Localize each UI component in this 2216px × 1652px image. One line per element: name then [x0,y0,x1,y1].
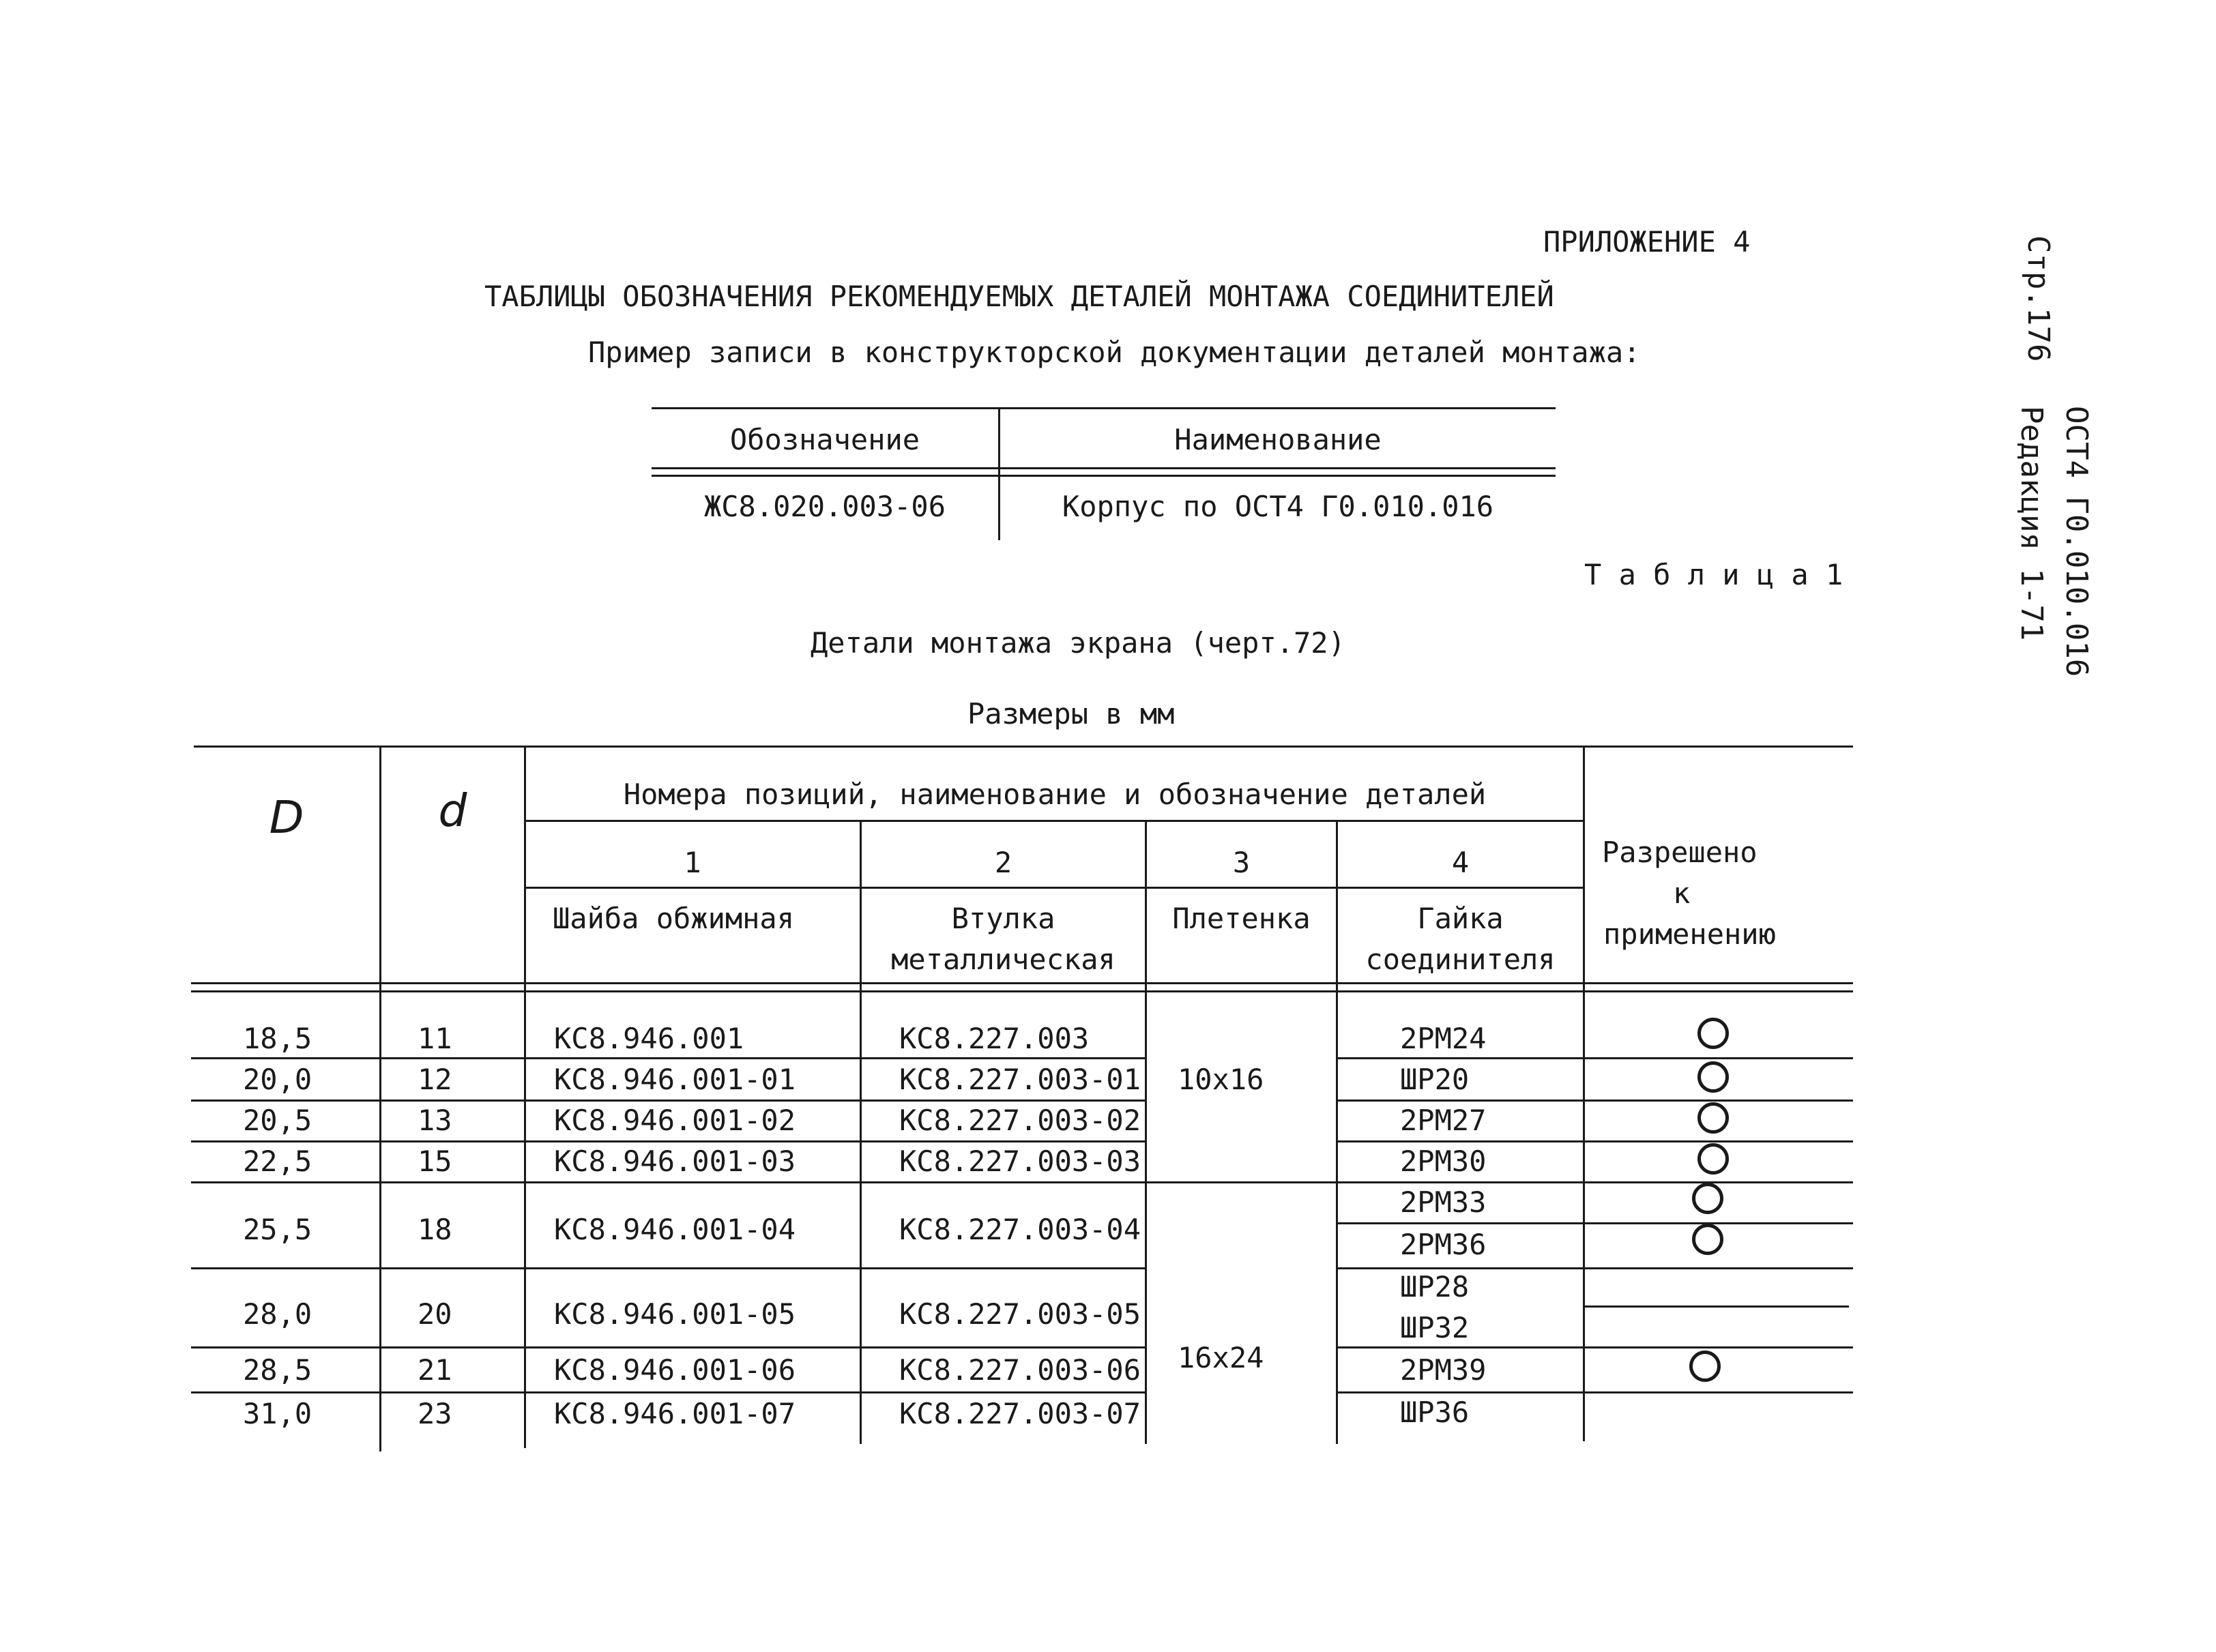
header-nut-b: соединителя [1365,943,1556,976]
header-allowed-c: применению [1603,917,1776,951]
table-title: Детали монтажа экрана (черт.72) [811,626,1345,660]
header-D: D [269,791,304,844]
row-4-washer: КС8.946.001-03 [554,1145,796,1178]
header-bushing-a: Втулка [951,902,1055,935]
page-number: Стр.176 [2021,235,2056,362]
row-5-d: 18 [418,1213,452,1246]
row-8-D: 31,0 [243,1397,312,1430]
row-2-washer: КС8.946.001-01 [554,1063,796,1096]
example-designation: ЖС8.020.003-06 [703,490,946,523]
allowed-mark-icon [1692,1183,1723,1214]
appendix-label: ПРИЛОЖЕНИЕ 4 [1543,225,1751,259]
allowed-mark-icon [1697,1143,1729,1175]
header-pos-3: 3 [1232,846,1251,879]
nut-8: ШР32 [1400,1311,1470,1344]
row-6-bushing: КС8.227.003-05 [899,1297,1141,1331]
row-1-washer: КС8.946.001 [554,1022,744,1055]
standard-code: ОСТ4 Г0.010.016 [2059,406,2094,677]
row-6-D: 28,0 [243,1297,312,1331]
nut-5: 2РМ33 [1400,1185,1487,1219]
braid-2: 16х24 [1178,1341,1264,1374]
row-5-bushing: КС8.227.003-04 [899,1213,1141,1246]
row-4-bushing: КС8.227.003-03 [899,1145,1141,1178]
row-4-d: 15 [418,1145,452,1178]
row-7-bushing: КС8.227.003-06 [899,1353,1141,1387]
row-2-d: 12 [418,1063,452,1096]
header-allowed-b: к [1673,876,1691,910]
row-3-bushing: КС8.227.003-02 [899,1104,1141,1137]
edition-label: Редакция 1-71 [2014,406,2049,641]
units-label: Размеры в мм [967,697,1175,731]
row-7-washer: КС8.946.001-06 [554,1353,796,1387]
braid-1: 10х16 [1178,1063,1264,1096]
header-nut-a: Гайка [1417,902,1504,935]
nut-6: 2РМ36 [1400,1228,1487,1261]
row-2-D: 20,0 [243,1063,312,1096]
nut-9: 2РМ39 [1400,1353,1487,1387]
header-pos-4: 4 [1451,846,1470,879]
row-1-bushing: КС8.227.003 [899,1022,1090,1055]
nut-7: ШР28 [1400,1270,1470,1303]
header-group: Номера позиций, наименование и обозначение деталей [623,778,1487,811]
row-3-D: 20,5 [243,1104,312,1137]
nut-4: 2РМ30 [1400,1145,1487,1178]
row-8-washer: КС8.946.001-07 [554,1397,796,1430]
table-label: Т а б л и ц а 1 [1584,558,1843,591]
row-1-D: 18,5 [243,1022,312,1055]
row-3-d: 13 [418,1104,452,1137]
header-d: d [438,784,467,837]
allowed-mark-icon [1692,1224,1723,1255]
row-7-d: 21 [418,1353,452,1387]
row-6-d: 20 [418,1297,452,1331]
row-8-d: 23 [418,1397,452,1430]
nut-1: 2РМ24 [1400,1022,1487,1055]
row-2-bushing: КС8.227.003-01 [899,1063,1141,1096]
header-pos-2: 2 [994,846,1012,879]
row-7-D: 28,5 [243,1353,312,1387]
row-8-bushing: КС8.227.003-07 [899,1397,1141,1430]
nut-10: ШР36 [1400,1396,1470,1429]
header-washer: Шайба обжимная [553,902,795,935]
example-caption: Пример записи в конструкторской документации деталей монтажа: [588,336,1641,369]
allowed-mark-icon [1689,1351,1721,1382]
header-braid: Плетенка [1172,902,1311,935]
page-title: ТАБЛИЦЫ ОБОЗНАЧЕНИЯ РЕКОМЕНДУЕМЫХ ДЕТАЛЕЙ МОНТАЖА СОЕДИНИТЕЛЕЙ [484,280,1554,313]
header-allowed-a: Разрешено [1602,836,1758,869]
header-pos-1: 1 [684,846,701,879]
row-5-D: 25,5 [243,1213,312,1246]
allowed-mark-icon [1697,1102,1729,1134]
example-name: Корпус по ОСТ4 Г0.010.016 [1062,490,1494,523]
allowed-mark-icon [1697,1061,1729,1093]
nut-2: ШР20 [1400,1063,1470,1096]
row-5-washer: КС8.946.001-04 [554,1213,796,1246]
row-1-d: 11 [418,1022,452,1055]
row-6-washer: КС8.946.001-05 [554,1297,796,1331]
allowed-mark-icon [1697,1018,1729,1049]
example-header-name: Наименование [1174,423,1382,456]
example-header-designation: Обозначение [729,423,920,456]
row-3-washer: КС8.946.001-02 [554,1104,796,1137]
row-4-D: 22,5 [243,1145,312,1178]
header-bushing-b: металлическая [891,943,1116,976]
nut-3: 2РМ27 [1400,1104,1487,1137]
